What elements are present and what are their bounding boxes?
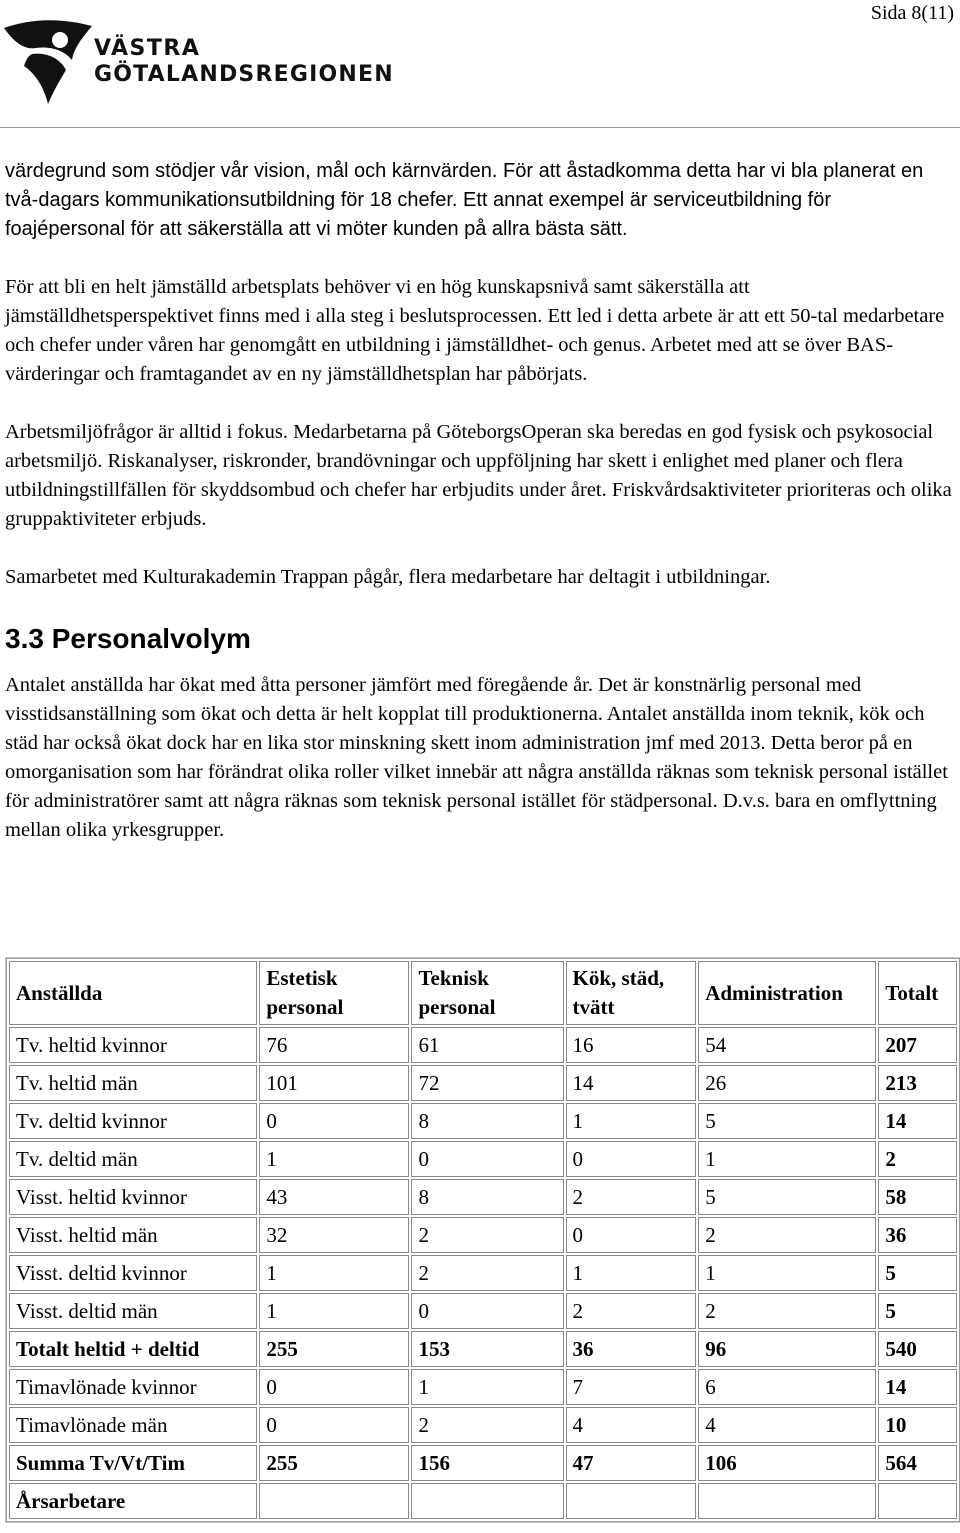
logo-text-line1: VÄSTRA — [94, 36, 201, 61]
table-cell: 2 — [411, 1407, 563, 1443]
table-cell: 54 — [698, 1027, 876, 1063]
table-cell: 0 — [259, 1369, 409, 1405]
table-cell: 255 — [259, 1331, 409, 1367]
table-cell: 26 — [698, 1065, 876, 1101]
table-row-grand-total — [9, 1445, 957, 1481]
table-cell: 0 — [259, 1103, 409, 1139]
table-cell — [259, 1483, 409, 1519]
column-header: Totalt — [878, 961, 957, 1025]
row-label: Visst. deltid män — [9, 1293, 257, 1329]
header-divider — [0, 127, 960, 128]
table-cell: 2 — [566, 1293, 697, 1329]
table-cell: 8 — [411, 1103, 563, 1139]
paragraph: För att bli en helt jämställd arbetsplats behöver vi en hög kunskapsnivå samt säkerställa att jämställdhetsperspektivet finns med i alla steg i beslutsprocessen. Ett led i detta arbete är att ett 50-tal medarbetare och chefer under våren har genomgått en utbildning i jämställdhet- och genus. Arbetet med att se över BAS- värderingar och framtagandet av en ny jämställdhetsplan har påbörjats. — [5, 276, 945, 385]
table-cell: 0 — [411, 1293, 563, 1329]
row-total: 207 — [878, 1027, 957, 1063]
column-header: Anställda — [9, 961, 257, 1025]
table-row — [9, 1141, 957, 1177]
table-cell: 6 — [698, 1369, 876, 1405]
table-row — [9, 1293, 957, 1329]
row-total: 213 — [878, 1065, 957, 1101]
table-cell: 1 — [698, 1255, 876, 1291]
row-total: 564 — [878, 1445, 957, 1481]
table-row — [9, 1407, 957, 1443]
row-total: 10 — [878, 1407, 957, 1443]
table-cell: 1 — [566, 1255, 697, 1291]
column-header: Administration — [698, 961, 876, 1025]
table-cell: 255 — [259, 1445, 409, 1481]
table-cell: 1 — [259, 1255, 409, 1291]
table-cell: 72 — [411, 1065, 563, 1101]
table-row — [9, 1217, 957, 1253]
row-total: 36 — [878, 1217, 957, 1253]
table-cell: 106 — [698, 1445, 876, 1481]
table-cell — [411, 1483, 563, 1519]
table-header-row — [9, 961, 957, 1025]
row-total: 5 — [878, 1255, 957, 1291]
column-header: Kök, städ, tvätt — [566, 961, 697, 1025]
row-label: Tv. deltid kvinnor — [9, 1103, 257, 1139]
table-cell: 14 — [566, 1065, 697, 1101]
row-total: 5 — [878, 1293, 957, 1329]
row-total — [878, 1483, 957, 1519]
table-cell: 5 — [698, 1103, 876, 1139]
column-header: Teknisk personal — [411, 961, 563, 1025]
table-cell: 0 — [566, 1217, 697, 1253]
table-row — [9, 1369, 957, 1405]
table-cell: 76 — [259, 1027, 409, 1063]
row-label: Timavlönade män — [9, 1407, 257, 1443]
table-cell: 0 — [259, 1407, 409, 1443]
table-cell: 101 — [259, 1065, 409, 1101]
table-cell: 96 — [698, 1331, 876, 1367]
table-cell: 2 — [411, 1217, 563, 1253]
row-label: Tv. heltid kvinnor — [9, 1027, 257, 1063]
table-cell: 156 — [411, 1445, 563, 1481]
table-cell: 43 — [259, 1179, 409, 1215]
row-total: 2 — [878, 1141, 957, 1177]
paragraph: värdegrund som stödjer vår vision, mål och kärnvärden. För att åstadkomma detta har vi bla planerat en två-dagars kommunikationsutbildning för 18 chefer. Ett annat exempel är serviceutbildning för foajépersonal för att säkerställa att vi möter kunden på allra bästa sätt. — [5, 160, 924, 240]
document-body — [5, 157, 955, 874]
table-cell — [566, 1483, 697, 1519]
row-label: Årsarbetare — [9, 1483, 257, 1519]
table-cell: 1 — [566, 1103, 697, 1139]
table-cell: 2 — [698, 1217, 876, 1253]
table-cell: 32 — [259, 1217, 409, 1253]
table-cell: 2 — [698, 1293, 876, 1329]
table-cell: 5 — [698, 1179, 876, 1215]
row-label: Tv. deltid män — [9, 1141, 257, 1177]
section-heading: 3.3 Personalvolym — [5, 623, 251, 654]
staff-table — [6, 958, 960, 1522]
paragraph: Samarbetet med Kulturakademin Trappan pågår, flera medarbetare har deltagit i utbildningar. — [5, 566, 771, 588]
row-total: 58 — [878, 1179, 957, 1215]
row-total: 14 — [878, 1103, 957, 1139]
table-cell — [698, 1483, 876, 1519]
table-cell: 36 — [566, 1331, 697, 1367]
paragraph: Antalet anställda har ökat med åtta personer jämfört med föregående år. Det är konstnärlig personal med visstidsanställning som ökat och detta är helt kopplat till produktionerna. Antalet anställda inom teknik, kök och städ har också ökat dock har en lika stor minskning skett inom administration jmf med 2013. Detta beror på en omorganisation som har förändrat olika roller vilket innebär att några anställda räknas som teknisk personal istället för administratörer samt att några räknas som teknisk personal istället för städpersonal. D.v.s. bara en omflyttning mellan olika yrkesgrupper. — [5, 674, 948, 841]
table-cell: 4 — [566, 1407, 697, 1443]
logo-text-line2: GÖTALANDSREGIONEN — [94, 62, 394, 87]
page-number: Sida 8(11) — [870, 2, 954, 24]
table-row — [9, 1065, 957, 1101]
row-label: Visst. heltid kvinnor — [9, 1179, 257, 1215]
table-cell: 61 — [411, 1027, 563, 1063]
row-total: 540 — [878, 1331, 957, 1367]
row-label: Timavlönade kvinnor — [9, 1369, 257, 1405]
table-row — [9, 1255, 957, 1291]
table-cell: 1 — [411, 1369, 563, 1405]
table-cell: 1 — [698, 1141, 876, 1177]
vgr-logo — [0, 18, 400, 108]
row-label: Visst. heltid män — [9, 1217, 257, 1253]
row-label: Tv. heltid män — [9, 1065, 257, 1101]
row-label: Visst. deltid kvinnor — [9, 1255, 257, 1291]
row-label: Summa Tv/Vt/Tim — [9, 1445, 257, 1481]
table-cell: 0 — [566, 1141, 697, 1177]
table-cell: 1 — [259, 1141, 409, 1177]
row-total: 14 — [878, 1369, 957, 1405]
table-cell: 2 — [411, 1255, 563, 1291]
table-cell: 2 — [566, 1179, 697, 1215]
table-row-subtotal — [9, 1331, 957, 1367]
paragraph: Arbetsmiljöfrågor är alltid i fokus. Medarbetarna på GöteborgsOperan ska beredas en god fysisk och psykosocial arbetsmiljö. Riskanalyser, riskronder, brandövningar och uppföljning har skett i enlighet med planer och flera utbildningstillfällen för skyddsombud och chefer har erbjudits under året. Friskvårdsaktiviteter prioriteras och olika gruppaktiviteter erbjuds. — [5, 421, 952, 530]
table-cell: 0 — [411, 1141, 563, 1177]
table-cell: 4 — [698, 1407, 876, 1443]
table-cell: 7 — [566, 1369, 697, 1405]
column-header: Estetisk personal — [259, 961, 409, 1025]
table-cell: 1 — [259, 1293, 409, 1329]
vgr-emblem-icon — [2, 18, 94, 108]
table-row — [9, 1027, 957, 1063]
table-cell: 16 — [566, 1027, 697, 1063]
row-label: Totalt heltid + deltid — [9, 1331, 257, 1367]
staff-table-container — [6, 958, 960, 1522]
table-cell: 8 — [411, 1179, 563, 1215]
table-row — [9, 1103, 957, 1139]
table-row — [9, 1483, 957, 1519]
table-cell: 47 — [566, 1445, 697, 1481]
table-row — [9, 1179, 957, 1215]
table-cell: 153 — [411, 1331, 563, 1367]
